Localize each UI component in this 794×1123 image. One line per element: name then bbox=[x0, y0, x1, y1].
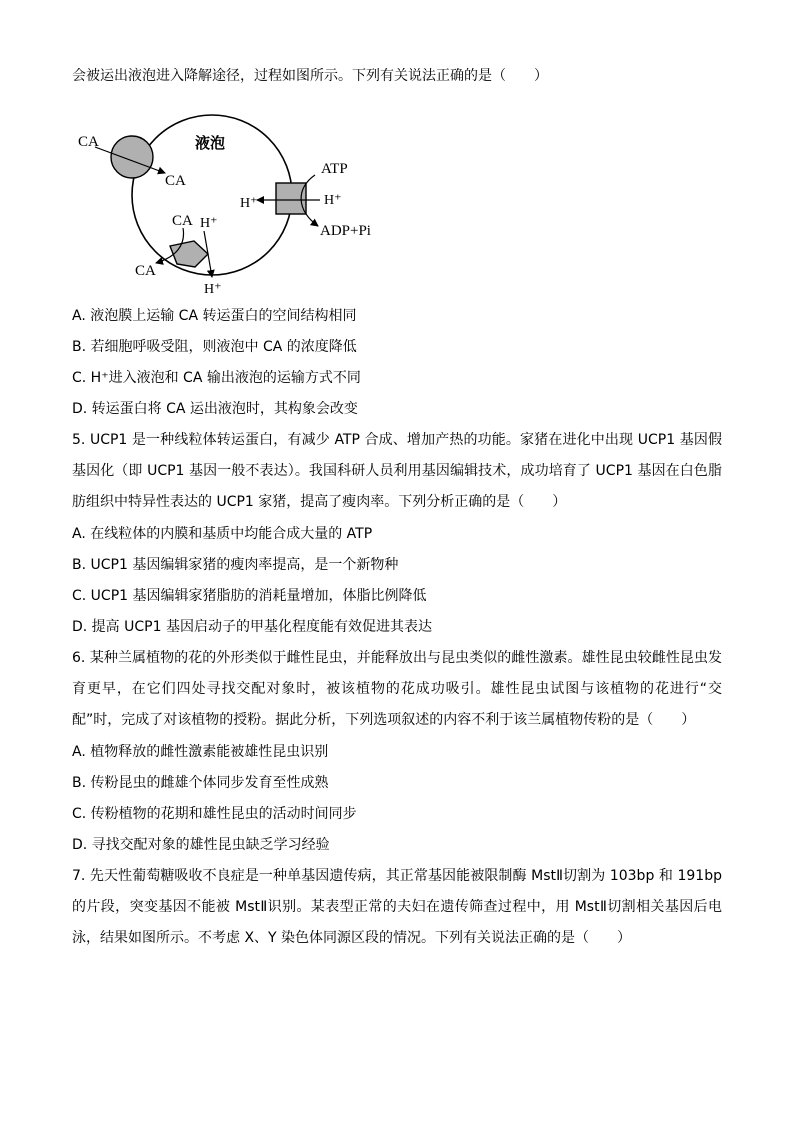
ca-label-top-out: CA bbox=[78, 134, 99, 150]
vacuole-transport-diagram bbox=[70, 100, 400, 300]
q6-stem: 6. 某种兰属植物的花的外形类似于雌性昆虫，并能释放出与昆虫类似的雌性激素。雄性昆虫较雌性昆虫发育更早，在它们四处寻找交配对象时，被该植物的花成功吸引。雄性昆虫试图与该植物的花进行“交配”时，完成了对该植物的授粉。据此分析，下列选项叙述的内容不利于该兰属植物传粉的是（ ） bbox=[72, 650, 722, 728]
q4-option-a: A. 液泡膜上运输 CA 转运蛋白的空间结构相同 bbox=[72, 308, 357, 324]
h-label-bottom-in: H⁺ bbox=[200, 216, 218, 231]
ca-transporter-top bbox=[111, 136, 153, 178]
q4-option-c: C. H⁺进入液泡和 CA 输出液泡的运输方式不同 bbox=[72, 370, 361, 386]
q6-option-a: A. 植物释放的雌性激素能被雄性昆虫识别 bbox=[72, 744, 329, 760]
q5-option-c: C. UCP1 基因编辑家猪脂肪的消耗量增加，体脂比例降低 bbox=[72, 588, 427, 604]
h-label-inside: H⁺ bbox=[240, 196, 258, 211]
ca-label-bottom-in: CA bbox=[172, 213, 193, 229]
q5-option-a: A. 在线粒体的内膜和基质中均能合成大量的 ATP bbox=[72, 526, 373, 542]
adp-pi-label: ADP+Pi bbox=[320, 223, 371, 239]
antiporter-bottom bbox=[170, 241, 208, 267]
h-label-outside: H⁺ bbox=[324, 193, 342, 208]
q5-option-b: B. UCP1 基因编辑家猪的瘦肉率提高，是一个新物种 bbox=[72, 557, 399, 573]
intro-text: 会被运出液泡进入降解途径，过程如图所示。下列有关说法正确的是（ ） bbox=[72, 68, 548, 84]
q7-stem: 7. 先天性葡萄糖吸收不良症是一种单基因遗传病，其正常基因能被限制酶 MstⅡ切割为 103bp 和 191bp 的片段，突变基因不能被 MstⅡ识别。某表型正常的夫妇在遗传筛查过程中，用 MstⅡ切割相关基因后电泳，结果如图所示。不考虑 X、Y 染色体同源区段的情况。下列有关说法正确的是（ ） bbox=[72, 868, 722, 946]
h-label-bottom-out: H⁺ bbox=[204, 282, 222, 297]
q6-option-c: C. 传粉植物的花期和雄性昆虫的活动时间同步 bbox=[72, 806, 357, 822]
vacuole-label: 液泡 bbox=[195, 136, 226, 152]
q5-option-d: D. 提高 UCP1 基因启动子的甲基化程度能有效促进其表达 bbox=[72, 619, 432, 635]
ca-label-top-in: CA bbox=[165, 173, 186, 189]
q5-stem: 5. UCP1 是一种线粒体转运蛋白，有减少 ATP 合成、增加产热的功能。家猪在进化中出现 UCP1 基因假基因化（即 UCP1 基因一般不表达）。我国科研人员利用基因编辑技术，成功培育了 UCP1 基因在白色脂肪组织中特异性表达的 UCP1 家猪，提高了瘦肉率。下列分析正确的是（ ） bbox=[72, 432, 722, 510]
q6-option-b: B. 传粉昆虫的雌雄个体同步发育至性成熟 bbox=[72, 775, 329, 791]
q6-option-d: D. 寻找交配对象的雄性昆虫缺乏学习经验 bbox=[72, 837, 330, 853]
q4-option-d: D. 转运蛋白将 CA 运出液泡时，其构象会改变 bbox=[72, 401, 358, 417]
atp-label: ATP bbox=[321, 161, 348, 177]
q4-option-b: B. 若细胞呼吸受阻，则液泡中 CA 的浓度降低 bbox=[72, 339, 357, 355]
ca-label-bottom-out: CA bbox=[135, 263, 156, 279]
